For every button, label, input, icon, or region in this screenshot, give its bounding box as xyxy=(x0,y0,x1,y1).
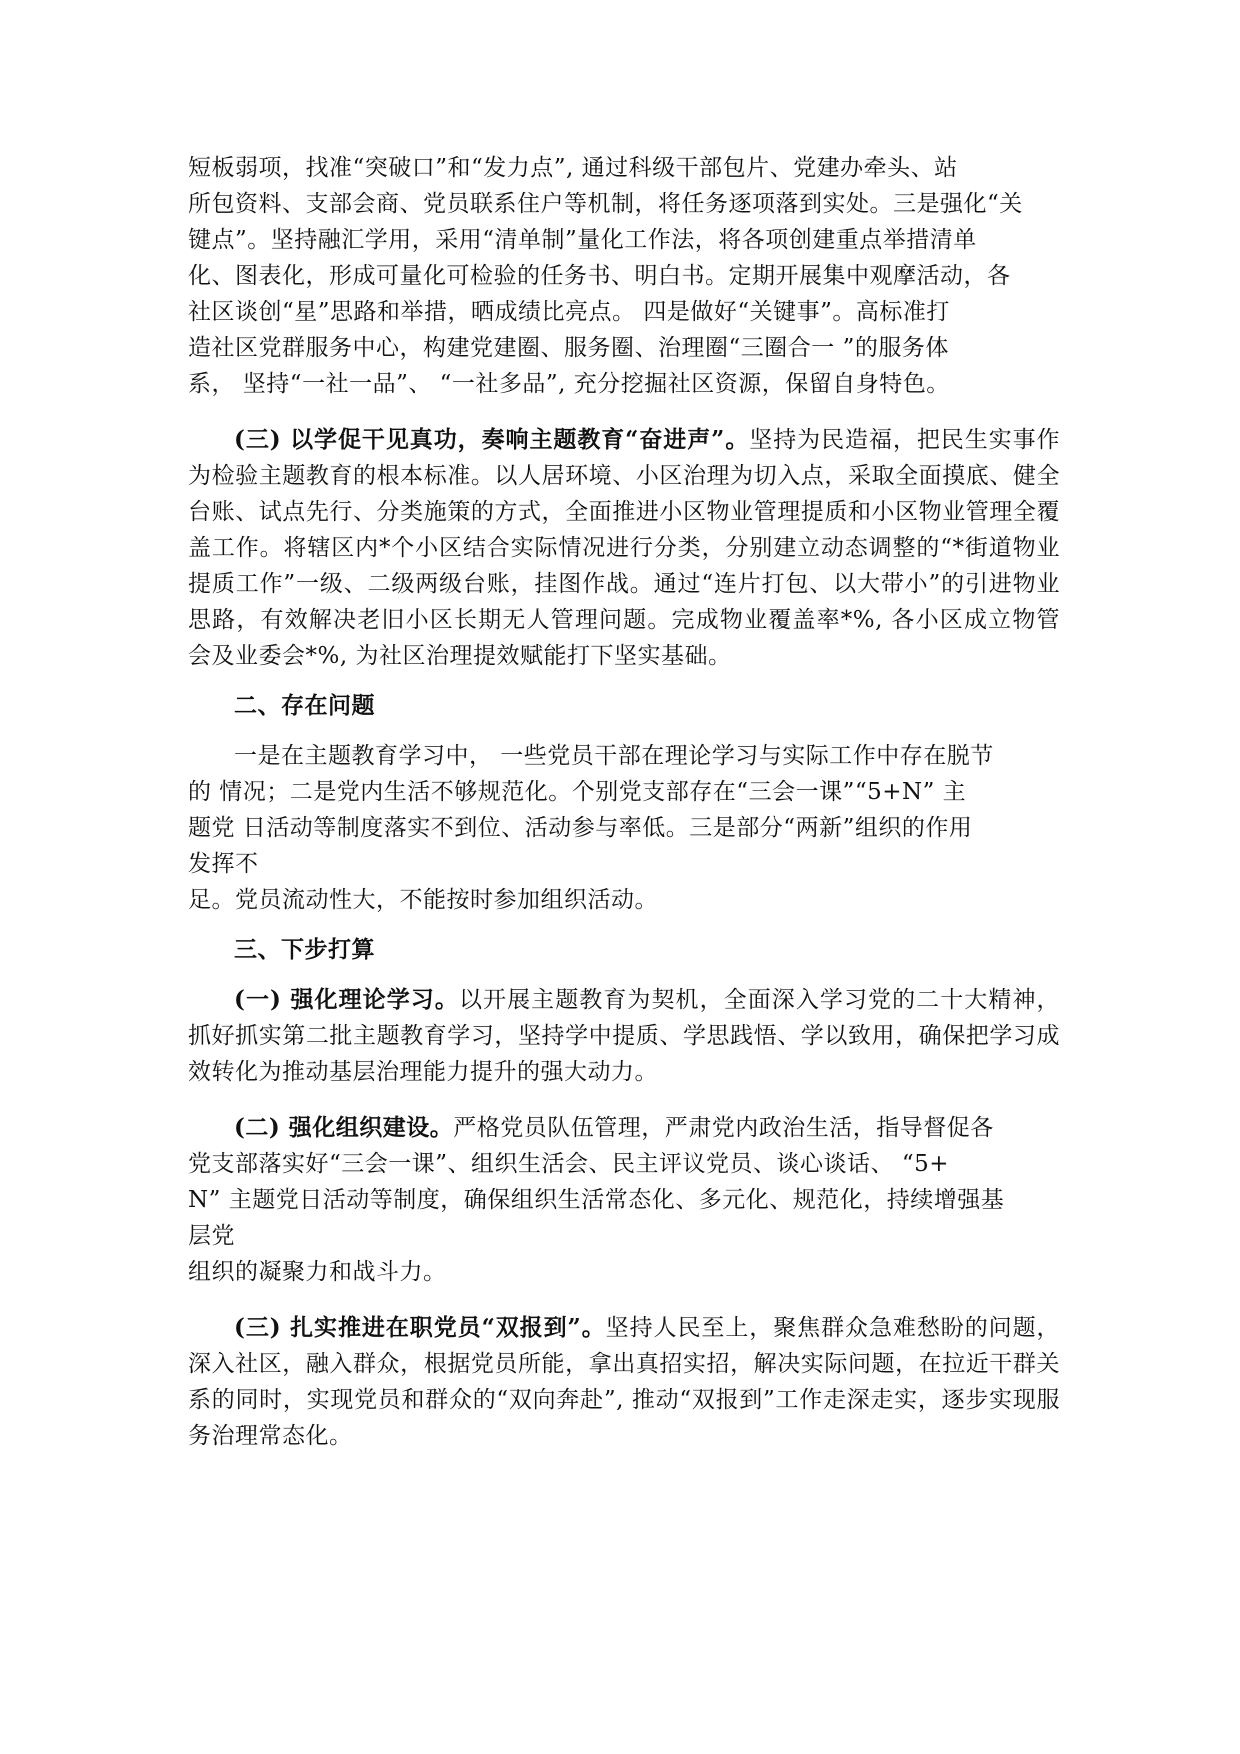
section-heading-problems: 二、存在问题 xyxy=(234,692,375,719)
paragraph-problems xyxy=(188,738,1060,918)
text-line: 发挥不 xyxy=(188,851,259,877)
paragraph-body: 坚持为民造福，把民生实事作为检验主题教育的根本标准。以人居环境、小区治理为切入点，采取全面摸底、健全台账、试点先行、分类施策的方式，全面推进小区物业管理提质和小区物业管理全覆盖工作。将辖区内*个小区结合实际情况进行分类，分别建立动态调整的“*街道物业提质工作”一级、二级两级台账，挂图作战。通过“连片打包、以大带小”的引进物业思路，有效解决老旧小区长期无人管理问题。完成物业覆盖率*%, 各小区成立物管会及业委会*%, 为社区治理提效赋能打下坚实基础。 xyxy=(188,427,1060,669)
text-line: N” 主题党日活动等制度，确保组织生活常态化、多元化、规范化，持续增强基 xyxy=(188,1187,1005,1213)
paragraph-body: 以开展主题教育为契机，全面深入学习党的二十大精神，抓好抓实第二批主题教育学习，坚持学中提质、学思践悟、学以致用，确保把学习成效转化为推动基层治理能力提升的强大动力。 xyxy=(188,987,1061,1085)
paragraph-body: 严格党员队伍管理，严肃党内政治生活，指导督促各 xyxy=(453,1115,994,1141)
text-line: 层党 xyxy=(188,1223,235,1249)
text-line: 一是在主题教育学习中， 一些党员干部在理论学习与实际工作中存在脱节 xyxy=(234,743,994,769)
document-page xyxy=(188,150,1060,1454)
paragraph-theory-study xyxy=(188,982,1060,1090)
text-line xyxy=(188,1110,1060,1146)
text-line: 党支部落实好“三会一课”、组织生活会、民主评议党员、谈心谈话、 “5+ xyxy=(188,1151,949,1177)
paragraph-lead: (二) 强化组织建设。 xyxy=(234,1114,454,1141)
paragraph-double-report xyxy=(188,1310,1060,1454)
text-line: 键点”。坚持融汇学用，采用“清单制”量化工作法，将各项创建重点举措清单 xyxy=(188,227,977,253)
paragraph-organization-building xyxy=(188,1110,1060,1290)
text-line: 足。党员流动性大，不能按时参加组织活动。 xyxy=(188,887,658,913)
paragraph-body: 坚持人民至上，聚焦群众急难愁盼的问题，深入社区，融入群众，根据党员所能，拿出真招实招，解决实际问题，在拉近干群关系的同时，实现党员和群众的“双向奔赴”, 推动“双报到”工作走深走实，逐步实现服务治理常态化。 xyxy=(188,1315,1061,1449)
text-line: 组织的凝聚力和战斗力。 xyxy=(188,1259,447,1285)
text-line: 社区谈创“星”思路和举措，晒成绩比亮点。 四是做好“关键事”。高标准打 xyxy=(188,299,950,325)
paragraph-lead: (三) 以学促干见真功，奏响主题教育“奋进声”。 xyxy=(234,426,750,453)
paragraph-lead: (三) 扎实推进在职党员“双报到”。 xyxy=(234,1314,606,1341)
paragraph-continued xyxy=(188,150,1060,402)
text-line: 系， 坚持“一社一品”、 “一社多品”, 充分挖掘社区资源，保留自身特色。 xyxy=(188,371,950,397)
text-line: 题党 日活动等制度落实不到位、活动参与率低。三是部分“两新”组织的作用 xyxy=(188,815,973,841)
text-line: 的 情况；二是党内生活不够规范化。个别党支部存在“三会一课”“5+N” 主 xyxy=(188,779,967,805)
text-line: 所包资料、支部会商、党员联系住户等机制，将任务逐项落到实处。三是强化“关 xyxy=(188,191,1023,217)
paragraph-lead: (一) 强化理论学习。 xyxy=(234,986,459,1013)
paragraph-study-promotes-work xyxy=(188,422,1060,674)
section-heading-next-steps: 三、下步打算 xyxy=(234,936,375,963)
text-line: 短板弱项，找准“突破口”和“发力点”, 通过科级干部包片、党建办牵头、站 xyxy=(188,155,958,181)
text-line: 化、图表化，形成可量化可检验的任务书、明白书。定期开展集中观摩活动，各 xyxy=(188,263,1011,289)
text-line: 造社区党群服务中心，构建党建圈、服务圈、治理圈“三圈合一 ”的服务体 xyxy=(188,335,949,361)
